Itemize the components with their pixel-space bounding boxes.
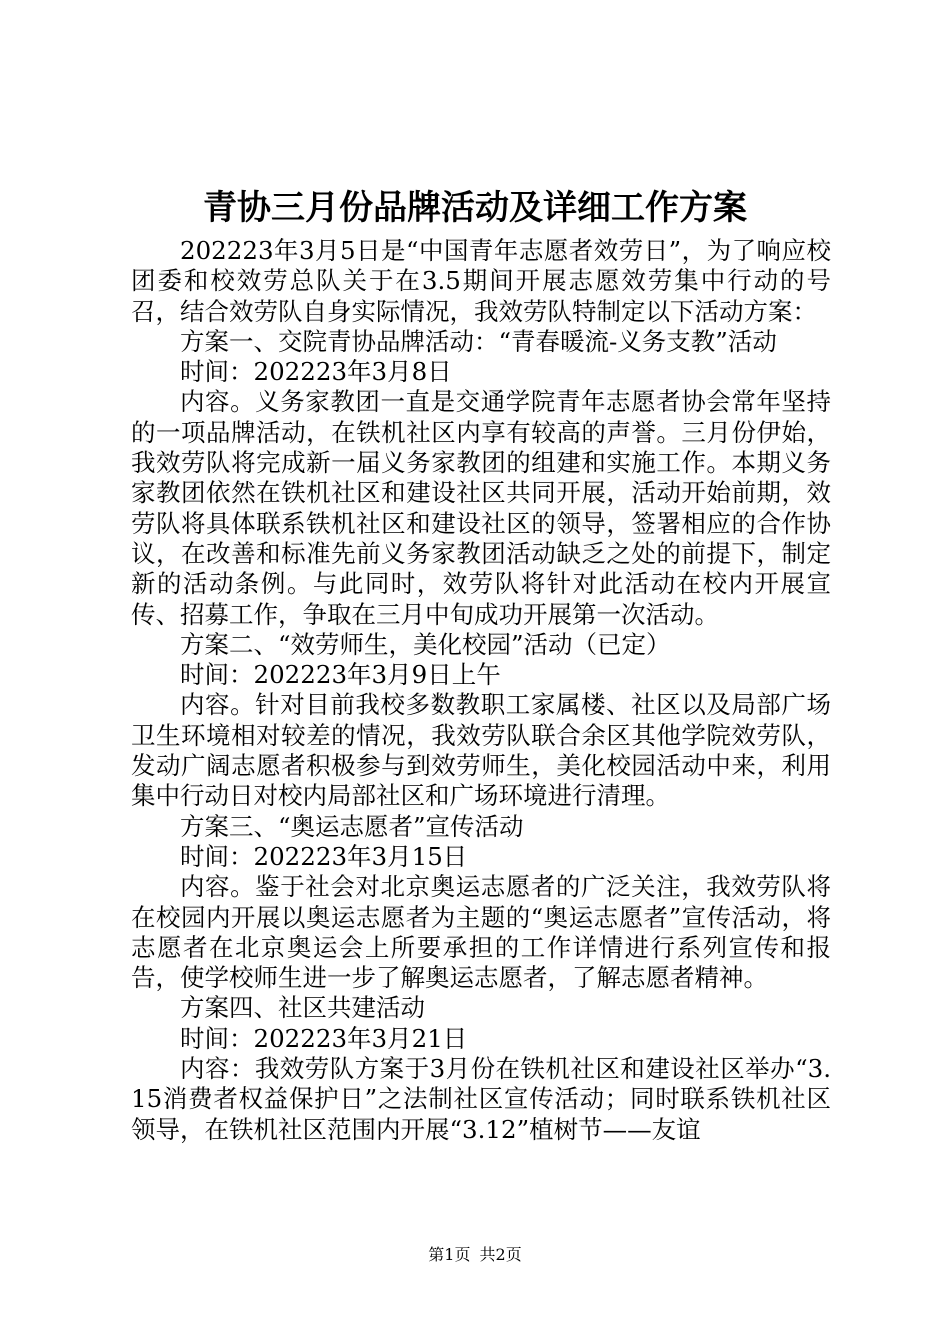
plan-2-time: 时间：202223年3月9日上午 (180, 660, 501, 690)
plan-1-content: 内容。义务家教团一直是交通学院青年志愿者协会常年坚持的一项品牌活动，在铁机社区内享有较高的声誉。三月份伊始，我效劳队将完成新一届义务家教团的组建和实施工作。本期义务家教团依然在铁机社区和建设社区共同开展，活动开始前期，效劳队将具体联系铁机社区和建设社区的领导，签署相应的合作协议，在改善和标准先前义务家教团活动缺乏之处的前提下，制定新的活动条例。与此同时，效劳队将针对此活动在校内开展宣传、招募工作，争取在三月中旬成功开展第一次活动。 (131, 387, 831, 629)
plan-4-heading: 方案四、社区共建活动 (180, 993, 425, 1023)
document-body (131, 236, 831, 1145)
plan-1-heading: 方案一、交院青协品牌活动：“青春暖流-义务支教”活动 (180, 326, 777, 356)
plan-3-content: 内容。鉴于社会对北京奥运志愿者的广泛关注，我效劳队将在校园内开展以奥运志愿者为主题的“奥运志愿者”宣传活动，将志愿者在北京奥运会上所要承担的工作详情进行系列宣传和报告，使学校师生进一步了解奥运志愿者，了解志愿者精神。 (131, 872, 831, 993)
intro-paragraph: 202223年3月5日是“中国青年志愿者效劳日”，为了响应校团委和校效劳总队关于在3.5期间开展志愿效劳集中行动的号召，结合效劳队自身实际情况，我效劳队特制定以下活动方案： (131, 236, 831, 326)
plan-2-content: 内容。针对目前我校多数教职工家属楼、社区以及局部广场卫生环境相对较差的情况，我效劳队联合余区其他学院效劳队，发动广阔志愿者积极参与到效劳师生，美化校园活动中来，利用集中行动日对校内局部社区和广场环境进行清理。 (131, 690, 831, 811)
plan-3-time: 时间：202223年3月15日 (180, 841, 468, 871)
plan-2-heading: 方案二、“效劳师生，美化校园”活动（已定） (180, 629, 671, 659)
plan-4-time: 时间：202223年3月21日 (180, 1023, 468, 1053)
plan-3-heading: 方案三、“奥运志愿者”宣传活动 (180, 811, 524, 841)
page-footer (0, 1244, 950, 1266)
plan-1-time: 时间：202223年3月8日 (180, 357, 452, 387)
page-number-current: 第1页 (428, 1245, 471, 1264)
page-number-total: 共2页 (479, 1245, 522, 1264)
plan-4-content: 内容：我效劳队方案于3月份在铁机社区和建设社区举办“3.15消费者权益保护日”之法制社区宣传活动；同时联系铁机社区领导，在铁机社区范围内开展“3.12”植树节——友谊 (131, 1054, 831, 1144)
document-title: 青协三月份品牌活动及详细工作方案 (203, 188, 747, 228)
